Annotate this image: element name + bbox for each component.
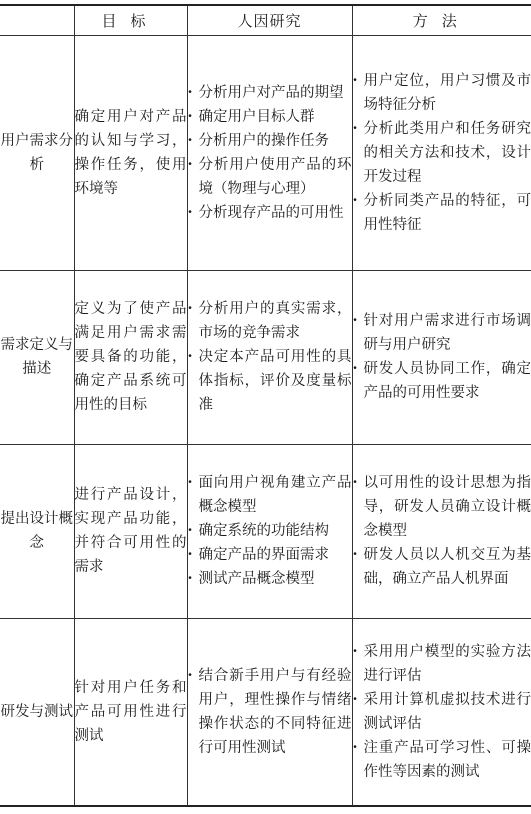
research-item: · 分析现存产品的可用性 xyxy=(188,201,352,225)
research-item: · 确定系统的功能结构 xyxy=(188,519,352,543)
row-category: 用户需求分析 xyxy=(0,35,74,270)
table-row xyxy=(0,444,531,618)
method-item: · 用户定位，用户习惯及市场特征分析 xyxy=(353,69,531,117)
method-item: · 研发人员协同工作，确定产品的可用性要求 xyxy=(353,357,531,405)
row-methods xyxy=(352,35,531,270)
header-methods: 方法 xyxy=(352,5,531,35)
method-item: · 分析此类用户和任务研究的相关方法和技术，设计开发过程 xyxy=(353,117,531,189)
method-item: · 分析同类产品的特征，可用性特征 xyxy=(353,189,531,237)
row-goal: 确定用户对产品的认知与学习，操作任务，使用环境等 xyxy=(74,35,187,270)
research-item: · 结合新手用户与有经验用户，理性操作与情绪操作状态的不同特征进行可用性测试 xyxy=(188,664,352,760)
row-methods xyxy=(352,618,531,806)
research-item: · 分析用户的真实需求，市场的竞争需求 xyxy=(188,297,352,345)
research-item: · 面向用户视角建立产品概念模型 xyxy=(188,471,352,519)
row-category: 需求定义与描述 xyxy=(0,270,74,444)
usability-process-table xyxy=(0,4,531,807)
row-goal: 定义为了使产品满足用户需求需要具备的功能，确定产品系统可用性的目标 xyxy=(74,270,187,444)
table-row xyxy=(0,270,531,444)
header-blank xyxy=(0,5,74,35)
header-human-factors-research: 人因研究 xyxy=(187,5,352,35)
method-item: · 采用计算机虚拟技术进行测试评估 xyxy=(353,688,531,736)
row-goal: 针对用户任务和产品可用性进行测试 xyxy=(74,618,187,806)
method-item: · 注重产品可学习性、可操作性等因素的测试 xyxy=(353,736,531,784)
row-research xyxy=(187,444,352,618)
method-item: · 针对用户需求进行市场调研与用户研究 xyxy=(353,309,531,357)
row-methods xyxy=(352,270,531,444)
header-goal: 目标 xyxy=(74,5,187,35)
header-row xyxy=(0,5,531,35)
row-research xyxy=(187,35,352,270)
method-item: · 采用用户模型的实验方法进行评估 xyxy=(353,640,531,688)
research-item: · 测试产品概念模型 xyxy=(188,567,352,591)
row-research xyxy=(187,270,352,444)
row-goal: 进行产品设计，实现产品功能，并符合可用性的需求 xyxy=(74,444,187,618)
research-item: · 分析用户的操作任务 xyxy=(188,129,352,153)
research-item: · 确定用户目标人群 xyxy=(188,105,352,129)
row-methods xyxy=(352,444,531,618)
row-category: 研发与测试 xyxy=(0,618,74,806)
method-item: · 研发人员以人机交互为基础，确立产品人机界面 xyxy=(353,543,531,591)
table-row xyxy=(0,35,531,270)
method-item: · 以可用性的设计思想为指导，研发人员确立设计概念模型 xyxy=(353,471,531,543)
research-item: · 确定产品的界面需求 xyxy=(188,543,352,567)
table-row xyxy=(0,618,531,806)
research-item: · 分析用户对产品的期望 xyxy=(188,81,352,105)
row-category: 提出设计概念 xyxy=(0,444,74,618)
research-item: · 决定本产品可用性的具体指标，评价及度量标准 xyxy=(188,345,352,417)
research-item: · 分析用户使用产品的环境（物理与心理） xyxy=(188,153,352,201)
row-research xyxy=(187,618,352,806)
